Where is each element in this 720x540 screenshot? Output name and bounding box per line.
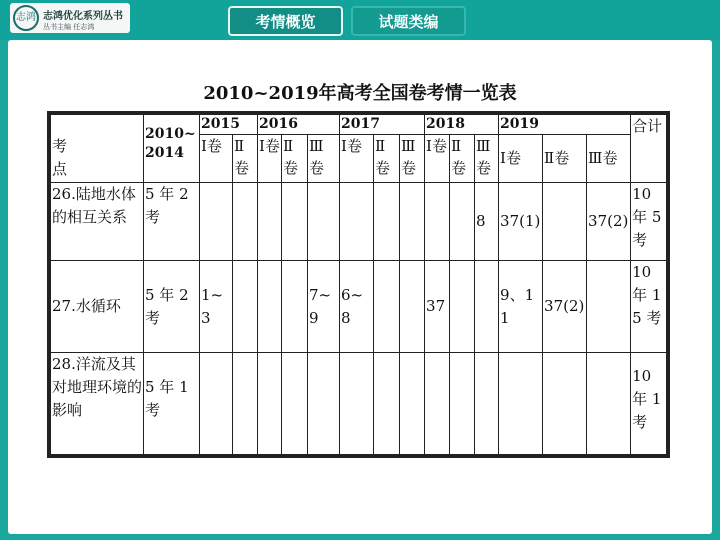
juan-2019-3: Ⅲ卷 <box>587 135 631 183</box>
row-span: 5 年 1 考 <box>144 353 200 455</box>
juan-2016-3: Ⅲ卷 <box>308 135 340 183</box>
row-cell <box>374 261 400 353</box>
header-point <box>51 115 144 183</box>
row-cell <box>200 183 233 261</box>
row-cell <box>450 353 475 455</box>
row-cell <box>258 353 282 455</box>
row-cell <box>374 183 400 261</box>
juan-2019-2: Ⅱ卷 <box>543 135 587 183</box>
row-cell: 9、11 <box>499 261 543 353</box>
row-cell <box>587 353 631 455</box>
row-point: 26.陆地水体的相互关系 <box>51 183 144 261</box>
header-span-label: 2010~2014 <box>145 126 196 161</box>
row-cell <box>587 261 631 353</box>
row-cell <box>425 183 450 261</box>
year-2019: 2019 <box>499 115 631 135</box>
juan-2016-1: Ⅰ卷 <box>258 135 282 183</box>
row-cell <box>374 353 400 455</box>
table-row <box>51 261 667 353</box>
juan-2016-2: Ⅱ卷 <box>282 135 308 183</box>
row-cell <box>200 353 233 455</box>
juan-2018-3: Ⅲ卷 <box>475 135 499 183</box>
table-row <box>51 183 667 261</box>
row-cell <box>340 183 374 261</box>
row-total: 10 年 1 考 <box>631 353 667 455</box>
header-total <box>631 115 667 183</box>
row-cell <box>282 261 308 353</box>
row-cell: 8 <box>475 183 499 261</box>
row-cell <box>543 353 587 455</box>
row-span: 5 年 2 考 <box>144 261 200 353</box>
juan-2015-2: Ⅱ卷 <box>233 135 258 183</box>
row-cell <box>233 261 258 353</box>
row-cell <box>233 183 258 261</box>
row-cell <box>308 353 340 455</box>
juan-2019-1: Ⅰ卷 <box>499 135 543 183</box>
row-cell <box>400 183 425 261</box>
row-cell: 1~3 <box>200 261 233 353</box>
row-total: 10 年 15 考 <box>631 261 667 353</box>
logo-subtitle: 丛书主编 任志鸿 <box>43 23 95 31</box>
row-cell: 7~9 <box>308 261 340 353</box>
year-2018: 2018 <box>425 115 499 135</box>
row-cell <box>400 353 425 455</box>
tab-question-compilation[interactable]: 试题类编 <box>351 6 466 36</box>
logo-badge-icon: 志鸿 <box>13 5 39 31</box>
row-total: 10 年 5 考 <box>631 183 667 261</box>
row-cell <box>450 183 475 261</box>
row-cell <box>308 183 340 261</box>
juan-2015-1: Ⅰ卷 <box>200 135 233 183</box>
tab-exam-overview[interactable]: 考情概览 <box>228 6 343 36</box>
juan-2017-3: Ⅲ卷 <box>400 135 425 183</box>
exam-summary-table <box>50 114 667 455</box>
year-2017: 2017 <box>340 115 425 135</box>
year-2016: 2016 <box>258 115 340 135</box>
page-title: 2010~2019年高考全国卷考情一览表 <box>203 83 517 104</box>
row-cell <box>475 261 499 353</box>
row-span: 5 年 2 考 <box>144 183 200 261</box>
row-cell: 37(2) <box>587 183 631 261</box>
juan-2018-1: Ⅰ卷 <box>425 135 450 183</box>
row-point: 28.洋流及其对地理环境的影响 <box>51 353 144 455</box>
row-cell: 37 <box>425 261 450 353</box>
row-cell <box>499 353 543 455</box>
row-cell <box>400 261 425 353</box>
header-total-label: 合计 <box>632 117 663 135</box>
row-cell <box>282 183 308 261</box>
row-cell <box>475 353 499 455</box>
juan-2017-2: Ⅱ卷 <box>374 135 400 183</box>
row-cell: 37(1) <box>499 183 543 261</box>
row-cell <box>543 183 587 261</box>
row-cell <box>258 261 282 353</box>
juan-2018-2: Ⅱ卷 <box>450 135 475 183</box>
juan-2017-1: Ⅰ卷 <box>340 135 374 183</box>
header-point-label: 考 点 <box>52 137 127 178</box>
row-cell <box>450 261 475 353</box>
row-cell <box>425 353 450 455</box>
row-cell <box>340 353 374 455</box>
year-2015: 2015 <box>200 115 258 135</box>
logo-title: 志鸿优化系列丛书 <box>43 11 123 22</box>
table-row <box>51 353 667 455</box>
row-cell <box>258 183 282 261</box>
row-cell: 37(2) <box>543 261 587 353</box>
logo <box>10 3 130 33</box>
row-cell: 6~8 <box>340 261 374 353</box>
row-point: 27.水循环 <box>51 261 144 353</box>
row-cell <box>233 353 258 455</box>
row-cell <box>282 353 308 455</box>
header-span <box>144 115 200 183</box>
